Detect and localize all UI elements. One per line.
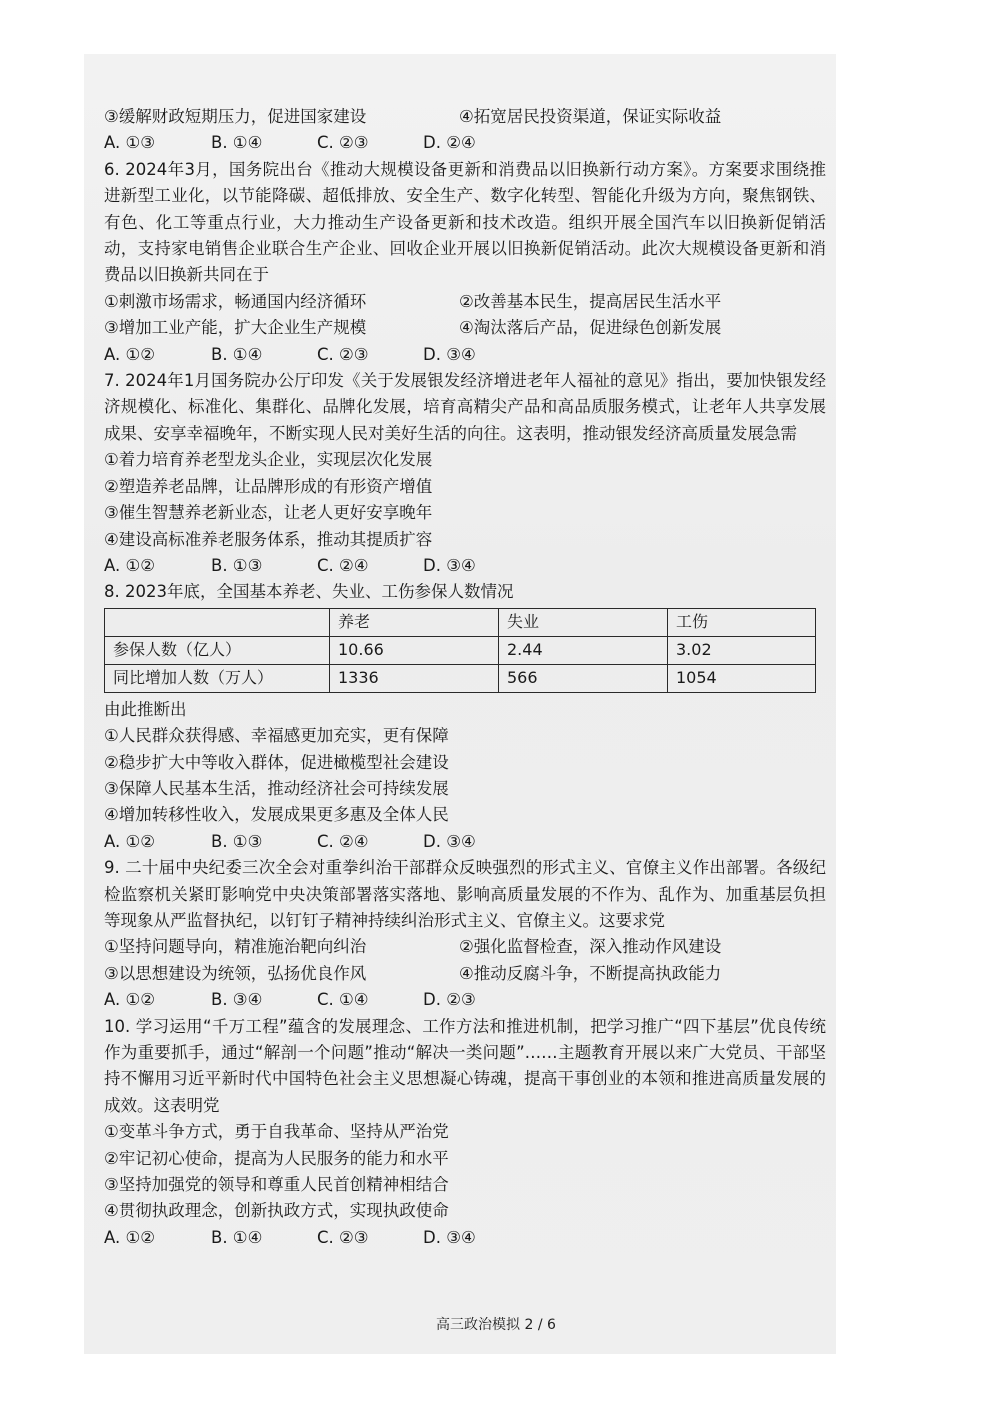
answer-option-c: C. ②③ [317,133,369,153]
table-cell: 参保人数（亿人） [105,636,330,664]
q10-answer-options [104,1225,826,1251]
answer-option-a: A. ①② [104,990,156,1010]
answer-option-c: C. ②③ [317,344,369,364]
q6-choice-4: ④淘汰落后产品，促进绿色创新发展 [459,318,722,338]
q10-stem: 10. 学习运用“千万工程”蕴含的发展理念、工作方法和推进机制，把学习推广“四下基层”优良传统作为重要抓手，通过“解剖一个问题”推动“解决一类问题”……主题教育开展以来广大党员、干部坚持不懈用习近平新时代中国特色社会主义思想凝心铸魂，提高干事创业的本领和推进高质量发展的成效。这表明党 [104,1016,826,1115]
q9-choice-1: ①坚持问题导向，精准施治靶向纠治 [104,937,367,957]
answer-option-d: D. ③④ [423,831,476,851]
q6-choice-row [104,315,826,341]
q8-choice-2: ②稳步扩大中等收入群体，促进橄榄型社会建设 [104,752,449,772]
answer-option-a: A. ①③ [104,133,156,153]
answer-option-c: C. ①④ [317,990,369,1010]
table-cell: 1054 [668,664,816,692]
q6-choice-row [104,289,826,315]
answer-option-b: B. ①④ [211,344,263,364]
q6-stem: 6. 2024年3月，国务院出台《推动大规模设备更新和消费品以旧换新行动方案》。方案要求围绕推进新型工业化，以节能降碳、超低排放、安全生产、数字化转型、智能化升级为方向，聚焦钢铁、有色、化工等重点行业，大力推动生产设备更新和技术改造。组织开展全国汽车以旧换新促销活动，支持家电销售企业联合生产企业、回收企业开展以旧换新促销活动。此次大规模设备更新和消费品以旧换新共同在于 [104,159,826,285]
table-row [105,664,816,692]
answer-option-b: B. ①③ [211,831,263,851]
q7-choice-1: ①着力培育养老型龙头企业，实现层次化发展 [104,450,433,470]
q6-choice-3: ③增加工业产能，扩大企业生产规模 [104,318,367,338]
q9-choice-row [104,961,826,987]
q9-choice-2: ②强化监督检查，深入推动作风建设 [459,937,722,957]
q9-choice-row [104,934,826,960]
q5-choice-4: ④拓宽居民投资渠道，保证实际收益 [459,107,722,126]
q7-choice-4: ④建设高标准养老服务体系，推动其提质扩容 [104,529,433,549]
q8-choice-3: ③保障人民基本生活，推动经济社会可持续发展 [104,778,449,798]
answer-option-d: D. ③④ [423,344,476,364]
table-header-row [105,608,816,636]
table-header-cell: 养老 [330,608,499,636]
table-header-cell: 失业 [499,608,668,636]
answer-option-c: C. ②③ [317,1227,369,1247]
answer-option-a: A. ①② [104,831,156,851]
q8-choice-4: ④增加转移性收入，发展成果更多惠及全体人民 [104,805,449,825]
q9-answer-options [104,987,826,1013]
table-cell: 2.44 [499,636,668,664]
exam-content [104,104,826,1251]
q10-choice-1: ①变革斗争方式，勇于自我革命、坚持从严治党 [104,1122,449,1142]
q9-choice-3: ③以思想建设为统领，弘扬优良作风 [104,963,367,983]
answer-option-b: B. ①③ [211,555,263,575]
q8-choice-1: ①人民群众获得感、幸福感更加充实，更有保障 [104,726,449,746]
table-cell: 10.66 [330,636,499,664]
q7-choice-3: ③催生智慧养老新业态，让老人更好安享晚年 [104,503,433,523]
answer-option-d: D. ③④ [423,1227,476,1247]
table-cell: 566 [499,664,668,692]
table-header-cell [105,608,330,636]
answer-option-d: D. ②③ [423,990,476,1010]
answer-option-d: D. ②④ [423,133,476,153]
q8-answer-options [104,829,826,855]
answer-option-a: A. ①② [104,555,156,575]
answer-option-b: B. ①④ [211,1227,263,1247]
page-footer: 高三政治模拟 2 / 6 [436,1317,556,1333]
q7-choice-2: ②塑造养老品牌，让品牌形成的有形资产增值 [104,476,433,496]
table-cell: 同比增加人数（万人） [105,664,330,692]
q5-choice-3: ③缓解财政短期压力，促进国家建设 [104,107,367,126]
q5-answer-options [104,130,826,156]
q7-stem: 7. 2024年1月国务院办公厅印发《关于发展银发经济增进老年人福祉的意见》指出，要加快银发经济规模化、标准化、集群化、品牌化发展，培育高精尖产品和高品质服务模式，让老年人共享发展成果、安享幸福晚年，不断实现人民对美好生活的向往。这表明，推动银发经济高质量发展急需 [104,371,826,443]
insurance-stats-table [104,608,816,693]
table-row [105,636,816,664]
table-header-cell: 工伤 [668,608,816,636]
answer-option-a: A. ①② [104,1227,156,1247]
q5-choice-row [104,104,826,130]
q10-choice-2: ②牢记初心使命，提高为人民服务的能力和水平 [104,1148,449,1168]
table-cell: 3.02 [668,636,816,664]
answer-option-a: A. ①② [104,344,156,364]
answer-option-c: C. ②④ [317,555,369,575]
q8-lead: 由此推断出 [104,699,187,719]
q6-choice-2: ②改善基本民生，提高居民生活水平 [459,291,722,311]
answer-option-d: D. ③④ [423,555,476,575]
answer-option-b: B. ①④ [211,133,263,153]
q8-stem: 8. 2023年底，全国基本养老、失业、工伤参保人数情况 [104,582,514,602]
q6-answer-options [104,342,826,368]
q9-choice-4: ④推动反腐斗争，不断提高执政能力 [459,963,722,983]
q6-choice-1: ①刺激市场需求，畅通国内经济循环 [104,291,367,311]
q7-answer-options [104,553,826,579]
q9-stem: 9. 二十届中央纪委三次全会对重拳纠治干部群众反映强烈的形式主义、官僚主义作出部署。各级纪检监察机关紧盯影响党中央决策部署落实落地、影响高质量发展的不作为、乱作为、加重基层负担等现象从严监督执纪，以钉钉子精神持续纠治形式主义、官僚主义。这要求党 [104,858,826,930]
q10-choice-4: ④贯彻执政理念，创新执政方式，实现执政使命 [104,1201,449,1221]
answer-option-b: B. ③④ [211,990,263,1010]
answer-option-c: C. ②④ [317,831,369,851]
table-cell: 1336 [330,664,499,692]
q10-choice-3: ③坚持加强党的领导和尊重人民首创精神相结合 [104,1175,449,1195]
